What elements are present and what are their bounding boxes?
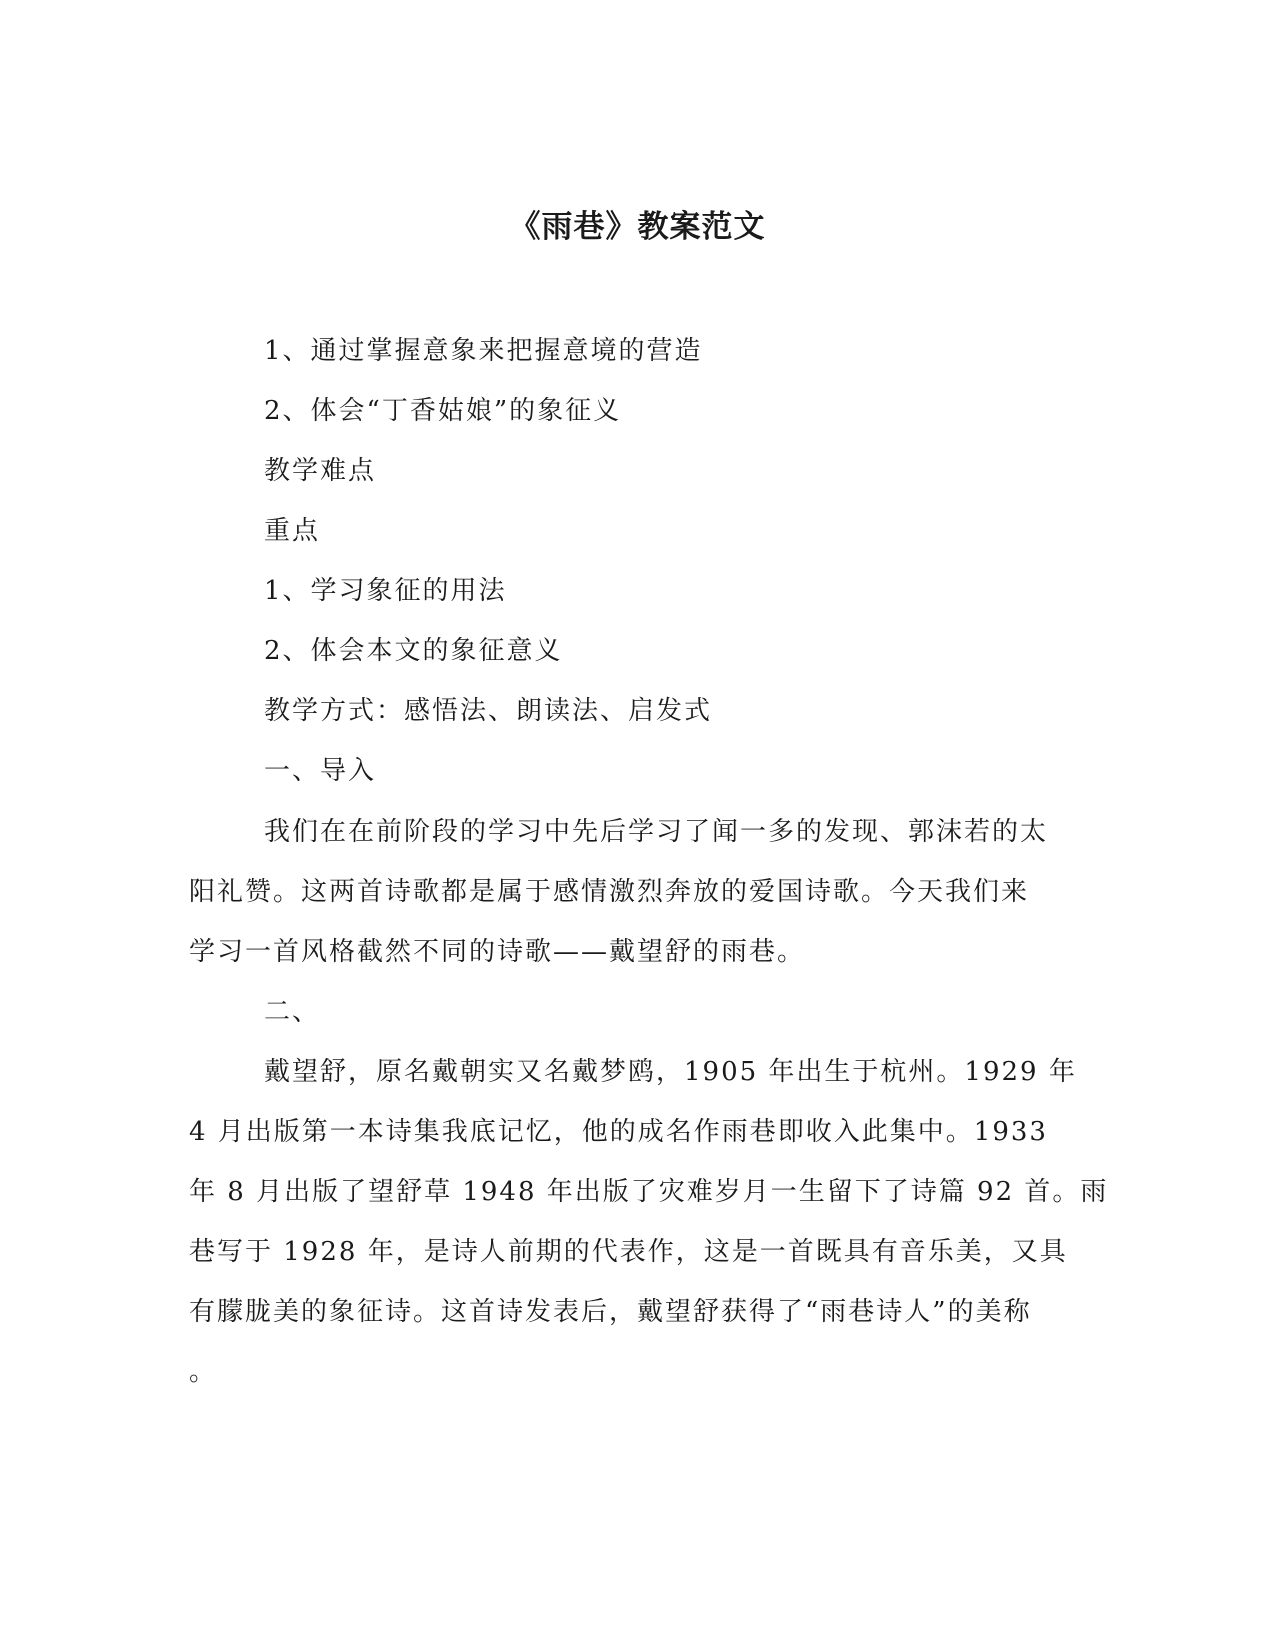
section-heading-difficulty: 教学难点	[264, 456, 377, 486]
intro-paragraph-line: 学习一首风格截然不同的诗歌——戴望舒的雨巷。	[189, 937, 806, 967]
intro-paragraph-line: 阳礼赞。这两首诗歌都是属于感情激烈奔放的爱国诗歌。今天我们来	[189, 877, 1030, 907]
intro-paragraph-line: 我们在在前阶段的学习中先后学习了闻一多的发现、郭沫若的太	[264, 817, 1049, 847]
author-paragraph-line: 4 月出版第一本诗集我底记忆，他的成名作雨巷即收入此集中。1933	[189, 1117, 1048, 1147]
author-paragraph-line: 巷写于 1928 年，是诗人前期的代表作，这是一首既具有音乐美，又具	[189, 1237, 1068, 1267]
section-heading-intro: 一、导入	[264, 756, 377, 786]
section-heading-two: 二、	[264, 997, 321, 1027]
teaching-methods: 教学方式：感悟法、朗读法、启发式	[264, 696, 713, 726]
objective-2: 2、体会“丁香姑娘”的象征义	[264, 396, 622, 426]
document-title: 《雨巷》教案范文	[509, 209, 766, 245]
author-paragraph-line: 。	[189, 1357, 218, 1387]
key-point-2: 2、体会本文的象征意义	[264, 636, 563, 666]
section-heading-key-points: 重点	[264, 516, 321, 546]
author-paragraph-line: 有朦胧美的象征诗。这首诗发表后，戴望舒获得了“雨巷诗人”的美称	[189, 1297, 1032, 1327]
key-point-1: 1、学习象征的用法	[264, 576, 507, 606]
author-paragraph-line: 年 8 月出版了望舒草 1948 年出版了灾难岁月一生留下了诗篇 92 首。雨	[189, 1177, 1109, 1207]
author-paragraph-line: 戴望舒，原名戴朝实又名戴梦鸥，1905 年出生于杭州。1929 年	[264, 1057, 1077, 1087]
objective-1: 1、通过掌握意象来把握意境的营造	[264, 336, 703, 366]
